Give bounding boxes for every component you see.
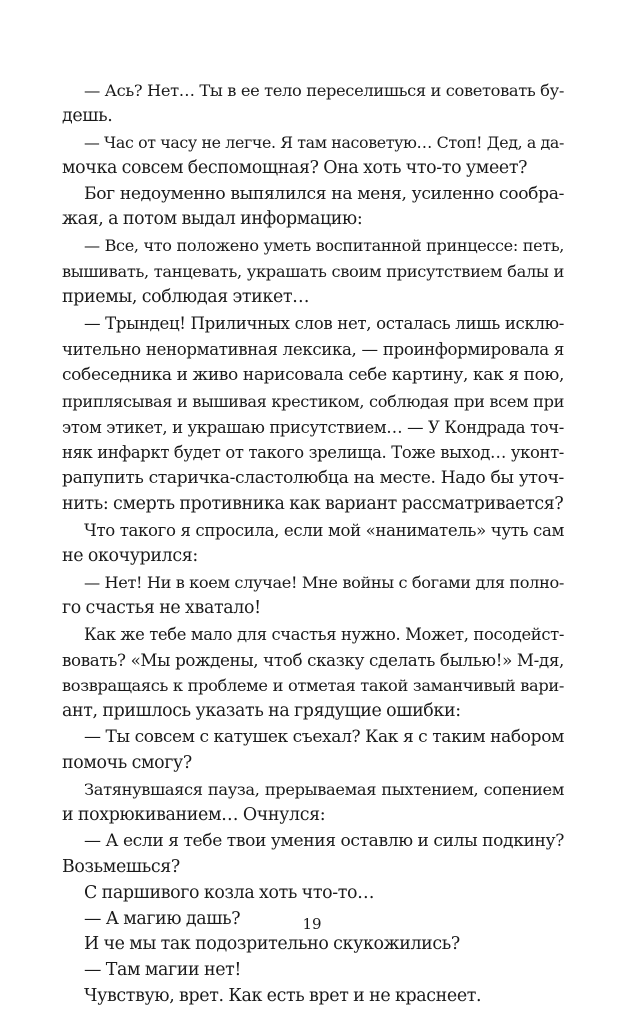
text-line: няк инфаркт будет от такого зрелища. Тоже выход… уконт- [62, 443, 564, 463]
text-line: — Час от часу не легче. Я там насоветую… Стоп! Дед, а да- [84, 132, 564, 152]
text-line: И че мы так подозрительно скукожились? [84, 934, 460, 955]
text-line: вовать? «Мы рождены, чтоб сказку сделать былью!» М-дя, [62, 649, 564, 670]
text-line: Чувствую, врет. Как есть врет и не краснеет. [84, 986, 482, 1007]
text-line: — Нет! Ни в коем случае! Мне войны с богами для полно- [84, 572, 564, 592]
text-line: собеседника и живо нарисовала себе картину, как я пою, [62, 364, 564, 385]
text-line: С паршивого козла хоть что-то… [84, 882, 375, 903]
text-line: рапупить старичка-сластолюбца на месте. Надо бы уточ- [62, 468, 564, 489]
text-line: — Ась? Нет… Ты в ее тело переселишься и советовать бу- [84, 81, 564, 100]
text-line: Возьмешься? [62, 856, 180, 877]
text-line: Как же тебе мало для счастья нужно. Может, посодейст- [84, 624, 564, 644]
text-line: этом этикет, и украшаю присутствием… — У Кондрада точ- [62, 417, 564, 437]
text-line: и похрюкиванием… Очнулся: [62, 804, 326, 825]
body-text [62, 78, 564, 1010]
text-line: ант, пришлось указать на грядущие ошибки: [62, 701, 461, 722]
text-line: го счастья не хватало! [62, 597, 261, 618]
text-line: нить: смерть противника как вариант рассматривается? [62, 494, 564, 515]
text-line: дешь. [62, 105, 113, 126]
text-line: — Трындец! Приличных слов нет, осталась лишь исклю- [84, 314, 564, 334]
text-line: мочка совсем беспомощная? Она хоть что-то умеет? [62, 157, 528, 178]
text-line: Что такого я спросила, если мой «наниматель» чуть сам [84, 521, 564, 541]
text-line: возвращаясь к проблеме и отметая такой заманчивый вари- [62, 676, 564, 696]
text-line: жая, а потом выдал информацию: [62, 209, 363, 230]
text-line: — Все, что положено уметь воспитанной принцессе: петь, [84, 236, 564, 256]
text-line: Затянувшаяся пауза, прерываемая пыхтением, сопением [84, 780, 564, 800]
text-line: — Там магии нет! [84, 960, 242, 981]
page-number: 19 [302, 915, 322, 933]
text-line: — А магию дашь? [84, 908, 241, 929]
text-line: — Ты совсем с катушек съехал? Как я с таким набором [84, 727, 564, 748]
text-line: не окочурился: [62, 546, 198, 567]
text-line: — А если я тебе твои умения оставлю и силы подкину? [84, 830, 564, 851]
text-line: Бог недоуменно выпялился на меня, усиленно сообра- [84, 183, 564, 204]
text-line: помочь смогу? [62, 753, 192, 774]
text-line: чительно ненормативная лексика, — проинформировала я [62, 339, 564, 359]
text-line: приемы, соблюдая этикет… [62, 287, 310, 308]
text-line: приплясывая и вышивая крестиком, соблюдая при всем при [62, 391, 564, 411]
text-line: вышивать, танцевать, украшать своим присутствием балы и [62, 262, 564, 282]
